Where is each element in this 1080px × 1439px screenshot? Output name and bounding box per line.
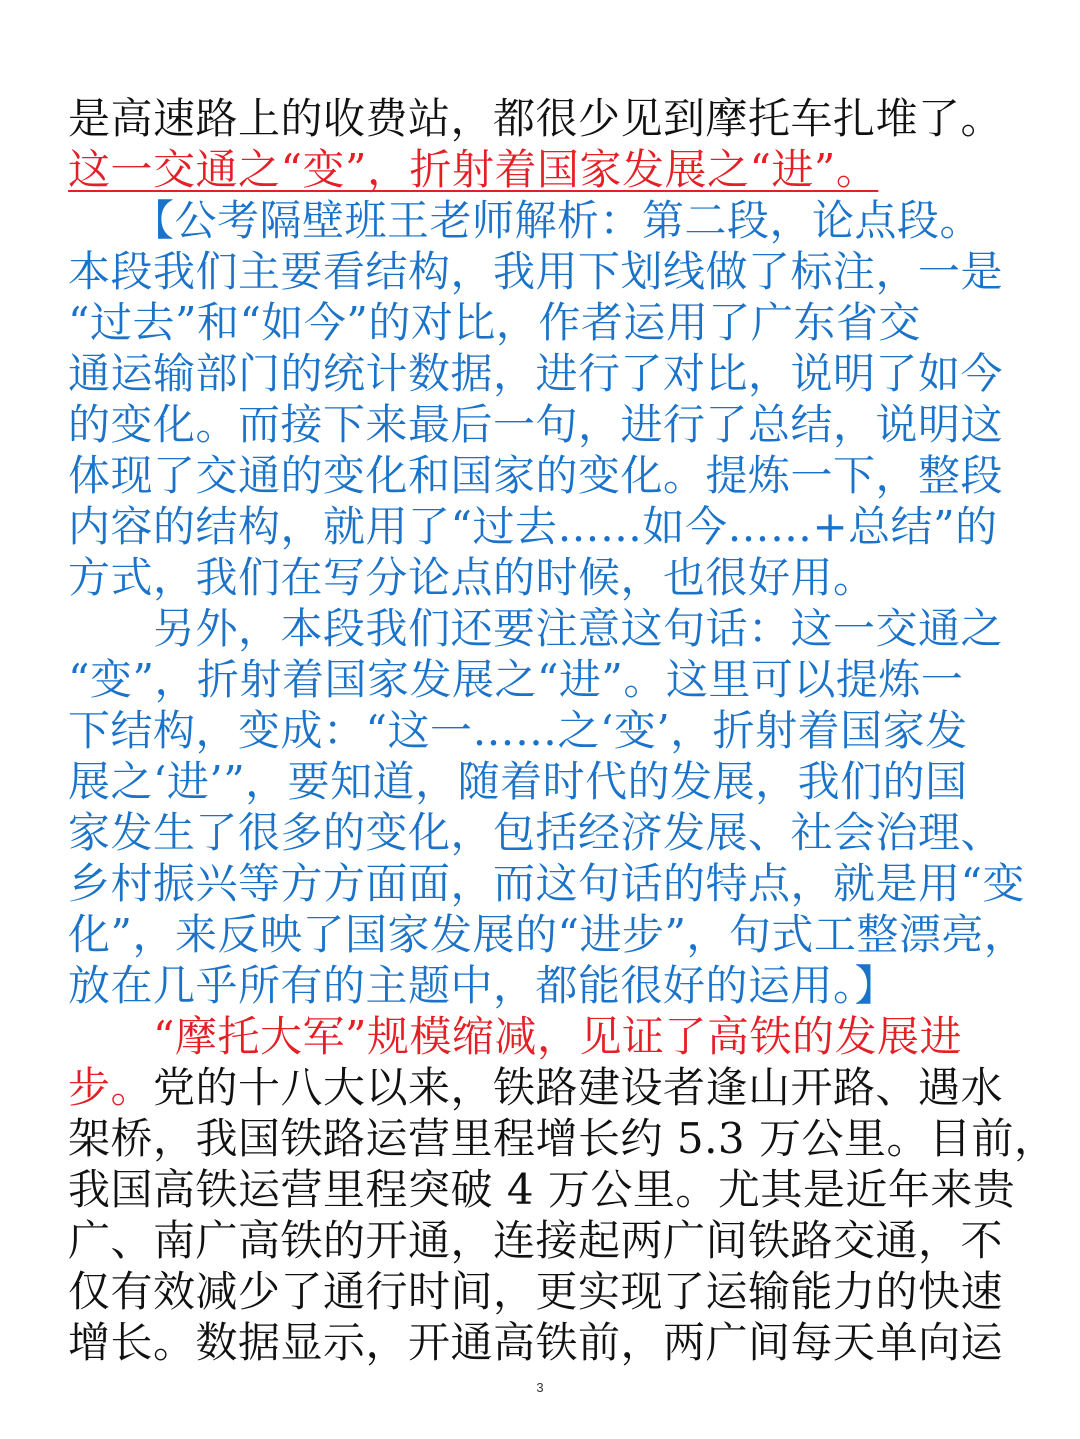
text-segment: “摩托大军”规模缩减，见证了高铁的发展进 [68, 1012, 962, 1061]
text-line [68, 1164, 1014, 1215]
text-line [68, 909, 1027, 960]
text-segment: 本段我们主要看结构，我用下划线做了标注，一是 [68, 247, 1004, 296]
text-line [68, 858, 1025, 909]
text-line [68, 552, 1014, 603]
text-line [68, 960, 1014, 1011]
body-text [68, 93, 1057, 1368]
text-segment: 放在几乎所有的主题中，都能很好的运用。】 [68, 961, 898, 1010]
text-segment: 通运输部门的统计数据，进行了对比，说明了如今 [68, 349, 1004, 398]
text-segment: 是高速路上的收费站，都很少见到摩托车扎堆了。 [68, 94, 1004, 143]
text-segment: 的变化。而接下来最后一句，进行了总结，说明这 [68, 400, 1004, 449]
text-line [68, 654, 1014, 705]
text-line [68, 603, 1014, 654]
text-line [68, 246, 1014, 297]
text-segment: 家发生了很多的变化，包括经济发展、社会治理、 [68, 808, 1004, 857]
text-line [68, 1266, 1014, 1317]
text-segment: 架桥，我国铁路运营里程增长约 5.3 万公里。目前， [68, 1114, 1057, 1163]
text-line [68, 1011, 1014, 1062]
text-segment: 乡村振兴等方方面面，而这句话的特点，就是用“变 [68, 859, 1025, 908]
text-line [68, 297, 1014, 348]
text-segment: 【公考隔壁班王老师解析：第二段，论点段。 [68, 196, 983, 245]
text-segment: 方式，我们在写分论点的时候，也很好用。 [68, 553, 876, 602]
text-segment: 另外，本段我们还要注意这句话：这一交通之 [68, 604, 1004, 653]
text-line [68, 144, 1014, 195]
text-line [68, 501, 1014, 552]
text-line [68, 195, 1014, 246]
text-line [68, 450, 1014, 501]
text-segment: 步。 [68, 1063, 154, 1112]
text-line [68, 1317, 1014, 1368]
text-line [68, 1113, 1057, 1164]
text-line [68, 705, 1014, 756]
text-line [68, 399, 1014, 450]
text-line [68, 1062, 1014, 1113]
text-segment: 体现了交通的变化和国家的变化。提炼一下，整段 [68, 451, 1004, 500]
text-line [68, 93, 1014, 144]
text-segment: 党的十八大以来，铁路建设者逢山开路、遇水 [153, 1063, 1004, 1112]
highlighted-sentence: 这一交通之“变”，折射着国家发展之“进”。 [68, 145, 879, 194]
page-number: 3 [536, 1380, 544, 1395]
text-line [68, 1215, 1014, 1266]
text-segment: “变”，折射着国家发展之“进”。这里可以提炼一 [68, 655, 964, 704]
text-segment: 广、南广高铁的开通，连接起两广间铁路交通，不 [68, 1216, 1004, 1265]
text-segment: 下结构，变成：“这一……之‘变’，折射着国家发 [68, 706, 968, 755]
text-segment: 内容的结构，就用了“过去……如今……+总结”的 [68, 502, 998, 551]
text-segment: 仅有效减少了通行时间，更实现了运输能力的快速 [68, 1267, 1004, 1316]
text-line [68, 348, 1014, 399]
text-segment: 展之‘进’”，要知道，随着时代的发展，我们的国 [68, 757, 968, 806]
text-segment: 化”，来反映了国家发展的“进步”，句式工整漂亮， [68, 910, 1027, 959]
text-line [68, 807, 1014, 858]
text-line [68, 756, 1014, 807]
text-segment: 我国高铁运营里程突破 4 万公里。尤其是近年来贵 [68, 1165, 1016, 1214]
text-segment: “过去”和“如今”的对比，作者运用了广东省交 [68, 298, 921, 347]
text-segment: 增长。数据显示，开通高铁前，两广间每天单向运 [68, 1318, 1004, 1367]
